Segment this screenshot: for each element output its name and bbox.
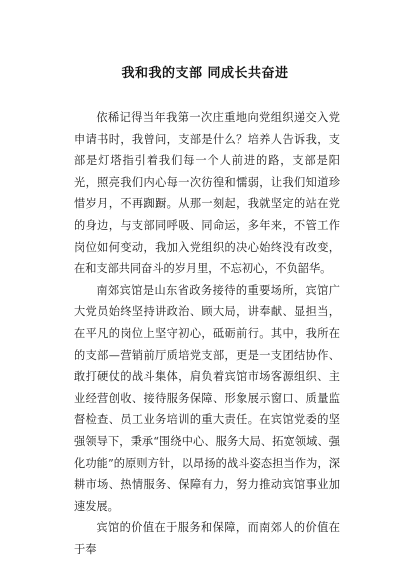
document-title: 我和我的支部 同成长共奋进 <box>121 66 289 81</box>
paragraph-1: 依稀记得当年我第一次庄重地向党组织递交入党申请书时，我曾问，支部是什么？培养人告诉我，支部是灯塔指引着我们每一个人前进的路，支部是阳光，照亮我们内心每一次彷徨和懦弱，让我们知道珍惜岁月，不再踟蹰。从那一刻起，我就坚定的站在党的身边，与支部同呼吸、同命运，多年来，不管工作岗位如何变动，我加入党组织的决心始终没有改变，在和支部共同奋斗的岁月里，不忘初心，不负韶华。 <box>74 111 340 276</box>
document-body <box>74 107 340 556</box>
paragraph-3: 宾馆的价值在于服务和保障，而南郊人的价值在于奉 <box>74 521 340 556</box>
paragraph-2: 南郊宾馆是山东省政务接待的重要场所，宾馆广大党员始终坚持讲政治、顾大局，讲奉献、显担当，在平凡的岗位上坚守初心，砥砺前行。其中，我所在的支部—营销前厅质培党支部，更是一支团结协作、敢打硬仗的战斗集体，肩负着宾馆市场客源组织、主业经营创收、接待服务保障、形象展示窗口、质量监督检查、员工业务培训的重大责任。在宾馆党委的坚强领导下，秉承“围绕中心、服务大局、拓宽领域、强化功能”的原则方针，以昂扬的战斗姿态担当作为，深耕市场、热情服务、保障有力，努力推动宾馆事业加速发展。 <box>74 283 340 513</box>
